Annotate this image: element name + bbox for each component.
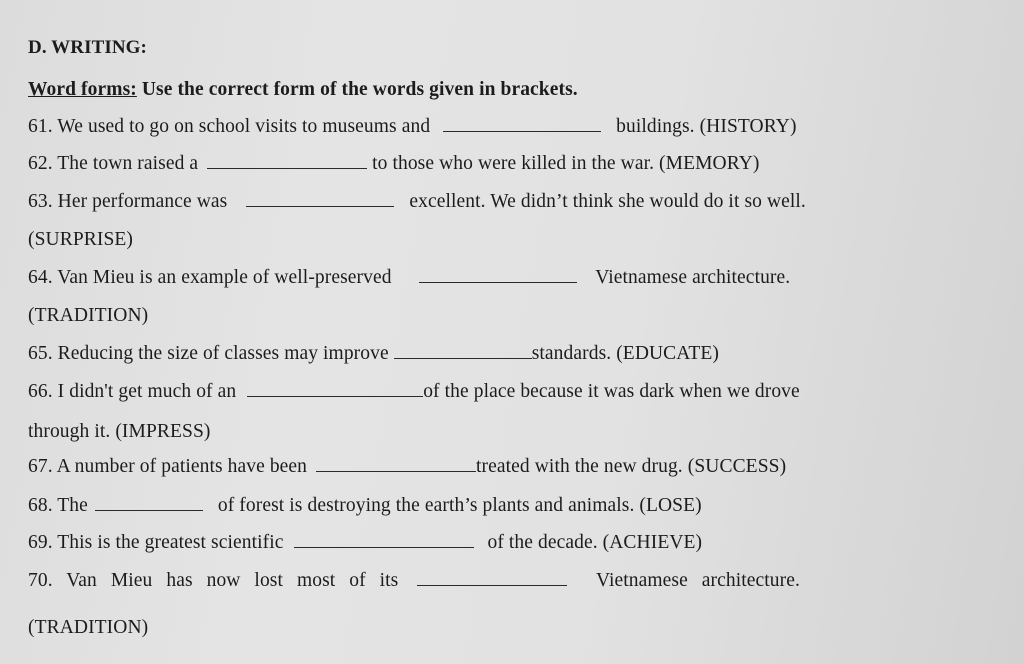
question-68-text: 68. The	[28, 495, 88, 516]
question-64-tail: Vietnamese architecture.	[595, 267, 791, 288]
question-68-tail: of forest is destroying the earth’s plants and animals. (LOSE)	[217, 495, 702, 516]
instruction-text: Use the correct form of the words given in brackets.	[141, 79, 578, 100]
answer-blank-63[interactable]	[246, 192, 394, 207]
answer-blank-69[interactable]	[294, 533, 474, 548]
question-69-text: 69. This is the greatest scientific	[28, 532, 284, 553]
question-63-text: 63. Her performance was	[28, 191, 228, 212]
answer-blank-66[interactable]	[247, 382, 423, 397]
question-64	[28, 266, 790, 290]
question-67	[28, 455, 786, 479]
question-65-tail: standards. (EDUCATE)	[531, 343, 719, 364]
question-63-tail: excellent. We didn’t think she would do it so well.	[409, 191, 806, 212]
question-63-continuation: (SURPRISE)	[28, 229, 134, 250]
question-63	[28, 190, 806, 214]
question-61-tail: buildings. (HISTORY)	[616, 116, 797, 137]
question-70-text: 70. Van Mieu has now lost most of its	[28, 570, 399, 591]
question-70-tail: Vietnamese architecture.	[595, 570, 800, 591]
question-68	[28, 494, 702, 518]
question-69	[28, 531, 702, 555]
question-67-tail: treated with the new drug. (SUCCESS)	[476, 456, 787, 477]
question-62	[28, 152, 760, 176]
question-66-tail: of the place because it was dark when we drove	[423, 381, 800, 402]
answer-blank-64[interactable]	[419, 268, 577, 283]
answer-blank-61[interactable]	[443, 117, 601, 132]
question-61-text: 61. We used to go on school visits to museums and	[28, 116, 431, 137]
answer-blank-65[interactable]	[394, 344, 532, 359]
question-65-text: 65. Reducing the size of classes may improve	[28, 343, 389, 364]
question-62-text: 62. The town raised a	[28, 153, 199, 174]
section-title: D. WRITING:	[28, 37, 147, 58]
question-66-text: 66. I didn't get much of an	[28, 381, 237, 402]
question-62-tail: to those who were killed in the war. (MEMORY)	[372, 153, 760, 174]
question-70-continuation: (TRADITION)	[28, 617, 149, 638]
question-66	[28, 380, 800, 404]
answer-blank-70[interactable]	[417, 571, 567, 586]
instruction-line	[28, 78, 578, 102]
answer-blank-62[interactable]	[207, 154, 367, 169]
question-65	[28, 342, 719, 366]
answer-blank-68[interactable]	[95, 496, 203, 511]
answer-blank-67[interactable]	[316, 457, 476, 472]
question-66-continuation: through it. (IMPRESS)	[28, 421, 211, 442]
instruction-label: Word forms:	[28, 79, 137, 100]
question-67-text: 67. A number of patients have been	[28, 456, 308, 477]
question-64-continuation: (TRADITION)	[28, 305, 149, 326]
question-69-tail: of the decade. (ACHIEVE)	[487, 532, 703, 553]
question-61	[28, 115, 797, 139]
question-70	[28, 569, 800, 593]
question-64-text: 64. Van Mieu is an example of well-preserved	[28, 267, 392, 288]
